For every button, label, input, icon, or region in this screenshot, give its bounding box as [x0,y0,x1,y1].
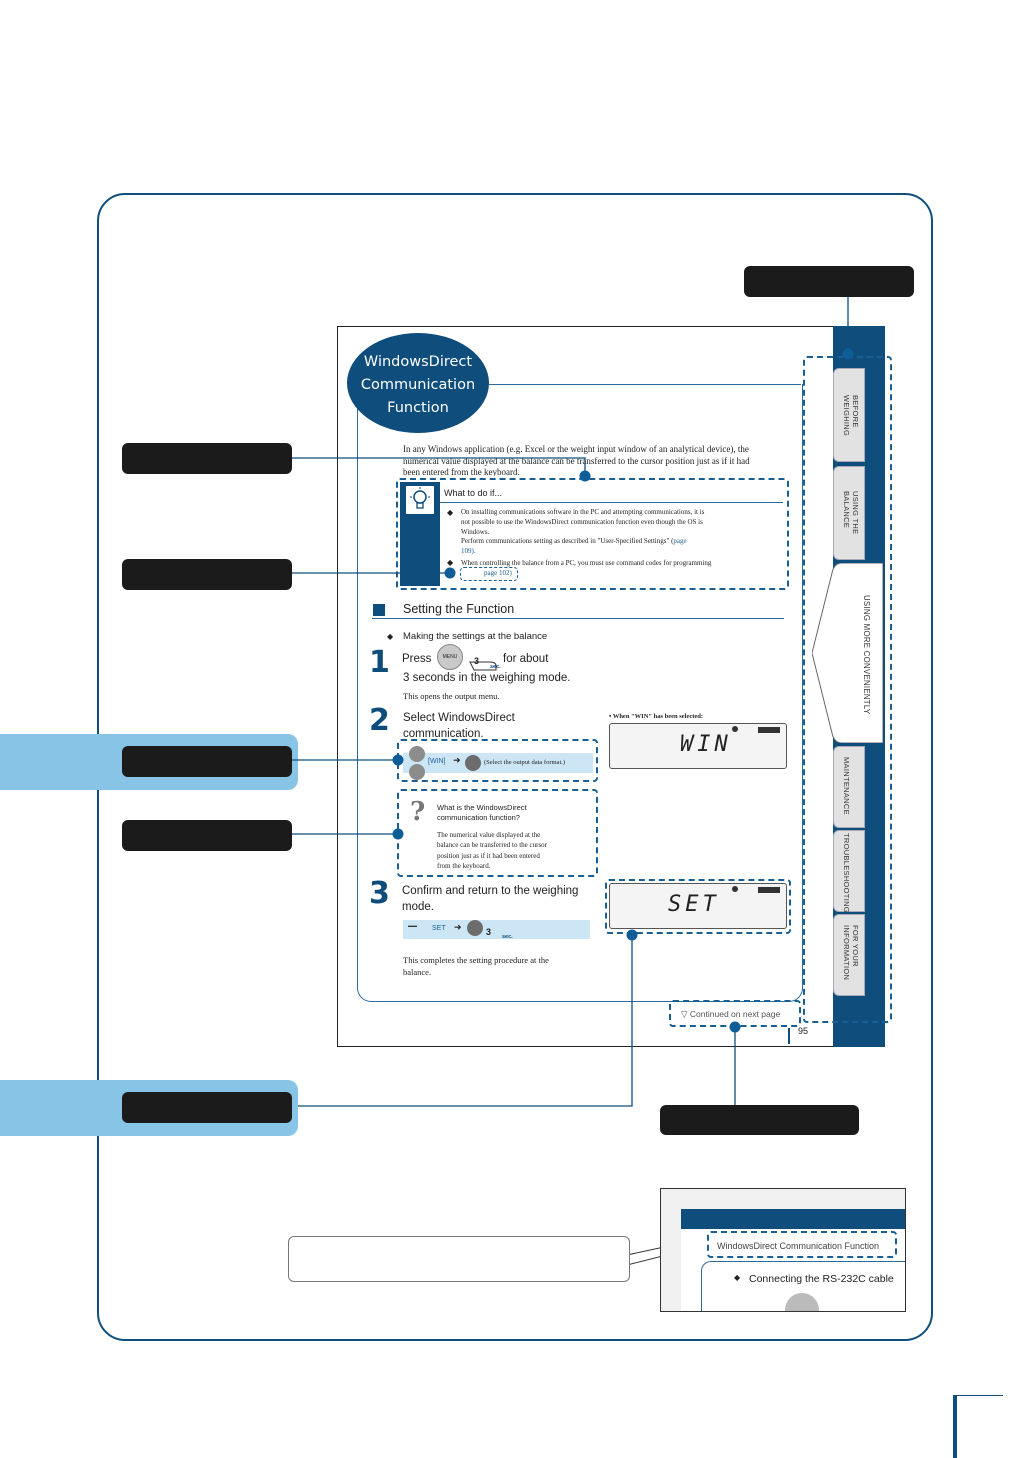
lcd-win-text: WIN [680,732,732,757]
step3-complete-line: This completes the setting procedure at the [403,955,549,965]
note-text: not possible to use the WindowsDirect communication function even though the OS is [461,517,703,526]
note-title: What to do if... [444,488,503,498]
step1-sec-unit: sec. [490,664,501,670]
step1-detail: This opens the output menu. [403,691,500,701]
step2-strip-code: [WIN] [428,758,446,765]
menu-key-icon: MENU [437,644,463,670]
step1-seconds: 3 [474,656,480,666]
step3-line2: mode. [402,901,434,913]
inset-bullet-text: Connecting the RS-232C cable [749,1273,894,1285]
step3-complete-line: balance. [403,967,432,977]
note-ref-page[interactable]: page [673,537,687,546]
tab-maintenance: MAINTENANCE [833,746,865,828]
step3-sec-unit: sec. [502,934,513,940]
tab-using-more-conveniently: USING MORE CONVENIENTLY [812,563,883,743]
question-body-line: balance can be transferred to the cursor [437,841,547,850]
diamond-bullet-icon: ◆ [447,558,454,567]
step1-line2: 3 seconds in the weighing mode. [403,672,571,684]
step3-line1: Confirm and return to the weighing [402,885,579,897]
callout-blank-box [288,1236,630,1282]
step2-strip-text: (Select the output data format.) [484,759,566,766]
step-number-1: 1 [369,645,390,680]
triangle-down-icon: ▽ [681,1009,688,1019]
continued-text: Continued on next page [689,1009,781,1019]
step3-strip-code: SET [432,925,446,932]
step2-line1: Select WindowsDirect [403,712,515,724]
note-ref-page[interactable]: 109). [461,547,476,556]
question-title-line: communication function? [437,813,520,822]
step3-seconds: 3 [486,927,492,937]
tab-using-the-balance: USING THE BALANCE [833,466,865,560]
tab-before-weighing: BEFORE WEIGHING [833,368,865,462]
intro-line: In any Windows application (e.g. Excel or the weight input window of an analytical device), the [403,444,749,454]
note-text: Perform communications setting as described in "User-Specified Settings" ( [461,537,674,546]
question-mark-icon: ? [410,797,426,827]
tab-for-your-information: FOR YOUR INFORMATION [833,914,865,996]
arrow-right-icon: ➜ [454,922,462,932]
page-number: 95 [798,1026,809,1036]
step1-for-about: for about [503,653,549,665]
question-body-line: The numerical value displayed at the [437,831,541,839]
note-text: On installing communications software in the PC and attempting communications, it is [461,508,705,516]
note-ref-page-102[interactable]: page 102) [484,569,512,577]
diamond-bullet-icon: ◆ [447,508,454,517]
arrow-right-icon: ➜ [453,755,461,765]
tab-troubleshooting: TROUBLESHOOTING [833,830,865,912]
step1-press: Press [402,653,432,665]
question-title-line: What is the WindowsDirect [437,803,527,812]
diamond-bullet-icon: ◆ [734,1273,741,1282]
question-body-line: position just as if it had been entered [437,851,540,860]
step-number-3: 3 [369,876,390,911]
when-selected-caption: ▪ When "WIN" has been selected: [609,713,704,720]
page-title-line-1: WindowsDirect [363,354,473,370]
note-text: Windows. [461,527,490,536]
diamond-bullet-icon: ◆ [387,632,394,641]
question-body-line: from the keyboard. [437,861,491,870]
inset-header-bar [681,1209,905,1229]
inset-header-title: WindowsDirect Communication Function [717,1241,880,1251]
lcd-set-text: SET [668,892,720,917]
menu-key-small-icon: ▬▬ [408,923,417,928]
intro-line: been entered from the keyboard. [403,467,520,476]
note-bullet-2: When controlling the balance from a PC, you must use command codes for programming [461,559,712,567]
intro-line: numerical value displayed at the balance can be transferred to the cursor position just as if it had [403,455,750,466]
sub-bullet-text: Making the settings at the balance [403,631,548,642]
section-title: Setting the Function [403,602,515,616]
corner-mark-bar [953,1396,957,1458]
step-number-2: 2 [369,703,390,738]
page-title-line-3: Function [387,400,449,416]
when-selected-text: When "WIN" has been selected: [612,713,704,720]
step2-line2: communication. [403,728,484,739]
corner-mark [953,1395,1003,1458]
inset-example [660,1188,906,1312]
page-title-line-2: Communication [360,377,476,393]
